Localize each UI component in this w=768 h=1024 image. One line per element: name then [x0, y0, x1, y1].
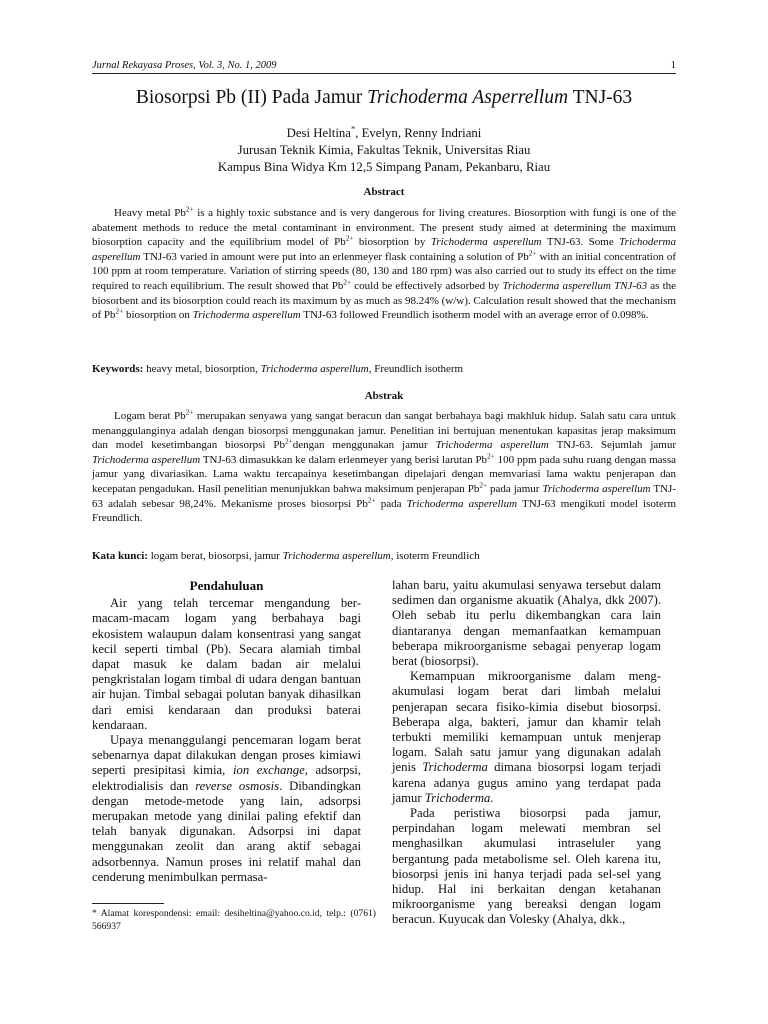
- body-paragraph: Pada peristiwa biosorpsi pada jamur, perpindahan logam melewati membran sel menghasilkan akumulasi intraseluler yang bergantung pada metabolisme sel. Oleh karena itu, biosorpsi jenis ini hanya terjadi pada sel-sel yang hidup. Hal ini berkaitan dengan ketahanan mikroorganisme yang bereaksi dengan logam beracun. Kuyucak dan Volesky (Ahalya, dkk.,: [392, 806, 661, 927]
- body-paragraph: Upaya menanggulangi pencemaran logam berat sebenarnya dapat dilakukan dengan proses kimiawi seperti presipitasi kimia, ion exchange, adsorpsi, elektrodialisis dan reverse osmosis. Dibandingkan dengan metode-metode yang lain, adsorpsi merupakan metode yang dinilai paling efektif dan telah banyak digunakan. Adsorpsi ini dapat menggunakan zeolit dan arang aktif sebagai adsorbennya. Namun proses ini relatif mahal dan cenderung menimbulkan permasa-: [92, 733, 361, 884]
- page-number: 1: [670, 60, 676, 71]
- abstrak-heading: Abstrak: [364, 390, 404, 402]
- author-affiliation: Jurusan Teknik Kimia, Fakultas Teknik, Universitas Riau: [237, 143, 531, 157]
- abstract-heading: Abstract: [363, 186, 405, 198]
- keywords-en: Keywords: heavy metal, biosorption, Trichoderma asperellum, Freundlich isotherm: [92, 363, 464, 375]
- keywords-id: Kata kunci: logam berat, biosorpsi, jamur Trichoderma asperellum, isoterm Freundlich: [92, 550, 480, 562]
- author-names: Desi Heltina*, Evelyn, Renny Indriani: [286, 123, 482, 140]
- journal-citation: Jurnal Rekayasa Proses, Vol. 3, No. 1, 2009: [92, 60, 277, 71]
- body-paragraph: Air yang telah tercemar mengandung ber-macam-macam logam yang berbahaya bagi ekosistem walaupun dalam konsentrasi yang sangat kecil seperti timbal (Pb). Secara alamiah timbal dapat masuk ke dalam badan air melalui pengkristalan logam timbal di udara dengan bantuan air hujan. Timbal sebagai polutan banyak dihasilkan dari emisi kendaraan dan produksi baterai kendaraan.: [92, 596, 361, 732]
- correspondence-footnote: * Alamat korespondensi: email: desiheltina@yahoo.co.id, telp.: (0761) 566937: [92, 908, 376, 932]
- author-block: [60, 125, 708, 176]
- abstract-en: Heavy metal $Pb^{2+}$ is a highly toxic substance and is very dangerous for living creatures. Biosorption with fungi is one of the abatement methods to reduce the metal contaminant in environment. The present study aimed at determining the maximum biosorption capacity and the equilibrium model of $Pb^{2+}$ biosorption by Trichoderma asperellum TNJ-63. Some Trichoderma asperellum TNJ-63 varied in amount were put into an erlenmeyer flask containing a solution of $Pb^{2+}$ with an initial concentration of 100 ppm at room temperature. Variation of stirring speeds (80, 130 and 180 rpm) was also carried out to study its effect on the time required to reach equilibrium. The result showed that $Pb^{2+}$ could be effectively adsorbed by Trichoderma asperellum TNJ-63 as the biosorbent and its biosorption could reach its maximum by as much as 98.24% (w/w). Calculation result showed that the mechanism of $Pb^{2+}$ biosorption on Trichoderma asperellum TNJ-63 followed Freundlich isotherm model with an average error of 0.098%.: [92, 205, 677, 322]
- section-heading-pendahuluan: Pendahuluan: [189, 578, 264, 593]
- paper-title: Biosorpsi Pb (II) Pada Jamur Trichoderma Asperrellum TNJ-63: [135, 87, 633, 108]
- footnote-divider: [92, 903, 164, 904]
- body-column-right: [392, 578, 661, 928]
- abstract-id: Logam berat $Pb^{2+}$ merupakan senyawa yang sangat beracun dan sangat berbahaya bagi makhluk hidup. Salah satu cara untuk menanggulanginya adalah dengan biosorpsi menggunakan jamur. Penelitian ini bertujuan menentukan kapasitas jerap maksimum dan model kesetimbangan biosorpsi $Pb^{2+}dengan$ menggunakan jamur Trichoderma asperellum TNJ-63. Sejumlah jamur Trichoderma asperellum TNJ-63 dimasukkan ke dalam erlenmeyer yang berisi larutan $Pb^{2+}$ 100 ppm pada suhu ruang dengan massa jamur yang divariasikan. Lama waktu tercapainya kesetimbangan dipelajari dengan memvariasi lama waktu penjerapan dan kecepatan pengadukan. Hasil penelitian menunjukkan bahwa maksimum penjerapan $Pb^{2+}$ pada jamur Trichoderma asperellum TNJ-63 adalah sebesar 98,24%. Mekanisme proses biosorpsi $Pb^{2+}$ pada Trichoderma asperellum TNJ-63 mengikuti model isoterm Freundlich.: [92, 408, 677, 525]
- body-paragraph: lahan baru, yaitu akumulasi senyawa tersebut dalam sedimen dan organisme akuatik (Ahalya, dkk 2007). Oleh sebab itu perlu dikembangkan cara lain diantaranya dengan memanfaatkan kemampuan beberapa mikroorganisme sebagai penyerap logam berat (biosorpsi).: [392, 578, 661, 669]
- running-header: [92, 60, 676, 74]
- body-column-left: [92, 578, 361, 885]
- body-paragraph: Kemampuan mikroorganisme dalam meng-akumulasi logam berat dari limbah melalui penjerapan secara fisiko-kimia disebut biosorpsi. Beberapa alga, bakteri, jamur dan khamir telah terbukti memiliki kemampuan untuk menjerap logam. Salah satu jamur yang digunakan adalah jenis Trichoderma dimana biosorpsi logam terjadi karena adanya gugus amino yang terdapat pada jamur Trichoderma.: [392, 669, 661, 805]
- author-address: Kampus Bina Widya Km 12,5 Simpang Panam, Pekanbaru, Riau: [217, 160, 551, 174]
